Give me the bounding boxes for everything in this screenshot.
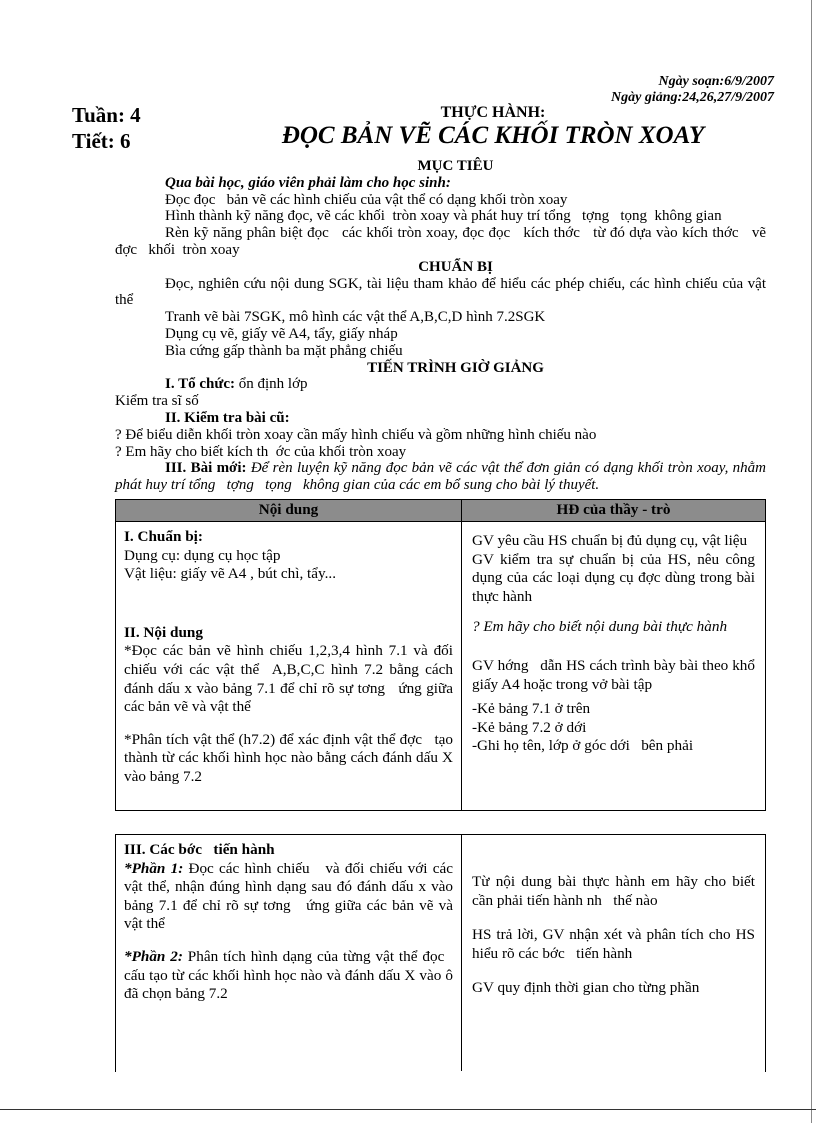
t2-left-part1	[124, 860, 453, 934]
oral-test-question: ? Em hãy cho biết kích th ớc của khối tròn xoay	[115, 443, 407, 460]
section-heading-tien-trinh: TIẾN TRÌNH GIỜ GIẢNG	[367, 359, 544, 376]
lesson-table-steps	[115, 834, 766, 1072]
spacer	[472, 606, 755, 618]
oral-test-question: ? Để biểu diễn khối tròn xoay cần mấy hình chiếu và gồm những hình chiếu nào	[115, 426, 597, 443]
spacer	[472, 963, 755, 979]
title-block	[115, 104, 796, 150]
t1-right-gv-request: GV yêu cầu HS chuẩn bị đủ dụng cụ, vật liệu	[472, 531, 748, 549]
date-block	[611, 74, 774, 106]
organize-line	[115, 376, 766, 393]
spacer	[124, 584, 453, 624]
spacer	[472, 637, 755, 657]
t1-right-note-bang71: -Kẻ bảng 7.1 ở trên	[472, 700, 591, 718]
organize-text: ổn định lớp	[234, 376, 308, 393]
table1-content-cell	[116, 522, 461, 810]
part2-label: *Phần 2:	[124, 947, 183, 965]
page-edge-line-bottom	[0, 1109, 816, 1110]
new-lesson-text: Để rèn luyện kỹ năng đọc bản vẽ các vật thể đơn giản có dạng khối tròn xoay, nhằm phát huy trí tổng tợng tọng không gian của các em bổ sung cho bài lý thuyết.	[115, 460, 766, 494]
table1-body-row	[116, 522, 765, 810]
t1-left-heading-chuan-bi: I. Chuẩn bị:	[124, 527, 203, 545]
week-label: Tuần: 4	[72, 103, 141, 127]
document-body	[0, 158, 816, 1072]
part1-text: Đọc các hình chiếu và đối chiếu với các vật thể, nhận đúng hình dạng sau đó đánh dấu x vào bảng 7.1 để chỉ rõ sự tơng ứng giữa các bản vẽ và vật thể	[124, 859, 453, 933]
spacer	[124, 717, 453, 731]
t1-right-note-name: -Ghi họ tên, lớp ở góc dới bên phải	[472, 737, 694, 755]
lesson-table-content	[115, 499, 766, 811]
t1-left-task-analyze: *Phân tích vật thể (h7.2) để xác định vật thể đợc tạo thành từ các khối hình học nào bằng cách đánh dấu X vào bảng 7.2	[124, 730, 453, 785]
table1-header-row	[116, 500, 765, 522]
t1-left-tools: Dụng cụ: dụng cụ học tập	[124, 546, 281, 564]
table2-activity-cell	[461, 835, 765, 1071]
oral-test-heading: II. Kiểm tra bài cũ:	[165, 409, 290, 426]
section-heading-muc-tieu: MỤC TIÊU	[417, 158, 494, 174]
preparation-item: Đọc, nghiên cứu nội dung SGK, tài liệu tham khảo để hiểu các phép chiếu, các hình chiếu của vật thể	[115, 275, 766, 309]
preparation-item: Dụng cụ vẽ, giấy vẽ A4, tẩy, giấy nháp	[165, 325, 398, 342]
part1-label: *Phần 1:	[124, 859, 184, 877]
table1-header-noi-dung: Nội dung	[258, 500, 319, 518]
table1-header-hd-thay-tro: HĐ của thầy - trò	[461, 500, 765, 521]
t2-right-hs-answer: HS trả lời, GV nhận xét và phân tích cho HS hiểu rõ các bớc tiến hành	[472, 926, 755, 962]
practice-label: THỰC HÀNH:	[440, 104, 546, 121]
table1-activity-cell	[461, 522, 765, 810]
preparation-item: Tranh vẽ bài 7SGK, mô hình các vật thể A,B,C,D hình 7.2SGK	[165, 309, 546, 326]
new-lesson-label: III. Bài mới:	[165, 460, 247, 477]
preparation-item: Bìa cứng gấp thành ba mặt phẳng chiếu	[165, 342, 403, 359]
spacer	[472, 910, 755, 926]
t2-left-part2	[124, 948, 453, 1004]
objective-item: Đọc đọc bản vẽ các hình chiếu của vật thể có dạng khối tròn xoay	[165, 191, 568, 208]
new-lesson-line	[115, 460, 766, 494]
t1-right-gv-guide: GV hớng dẫn HS cách trình bày bài theo khổ giấy A4 hoặc trong vở bài tập	[472, 656, 755, 693]
date-teaching: Ngày giảng:24,26,27/9/2007	[611, 90, 774, 105]
page-edge-line-right	[811, 0, 812, 1123]
lesson-title: ĐỌC BẢN VẼ CÁC KHỐI TRÒN XOAY	[281, 122, 705, 149]
table2-content-cell	[116, 835, 461, 1071]
t2-right-question: Từ nội dung bài thực hành em hãy cho biết cần phải tiến hành nh thế nào	[472, 872, 755, 909]
part2-text: Phân tích hình dạng của từng vật thể đọc cấu tạo từ các khối hình học nào và đánh dấu X vào ô đã chọn bảng 7.2	[124, 947, 453, 1003]
t2-right-gv-time: GV quy định thời gian cho từng phần	[472, 979, 700, 997]
t1-right-question: ? Em hãy cho biết nội dung bài thực hành	[472, 618, 728, 636]
attendance-line: Kiểm tra sĩ số	[115, 393, 199, 410]
objective-item: Rèn kỹ năng phân biệt đọc các khối tròn xoay, đọc đọc kích thớc từ đó dựa vào kích thớc vẽ đợc khối tròn xoay	[115, 225, 766, 258]
objective-item: Hình thành kỹ năng đọc, vẽ các khối tròn xoay và phát huy trí tổng tợng tọng không gian	[165, 208, 722, 225]
table2-body-row	[116, 835, 765, 1071]
t1-left-heading-noi-dung: II. Nội dung	[124, 623, 203, 641]
muc-tieu-intro: Qua bài học, giáo viên phải làm cho học sinh:	[165, 174, 451, 191]
t1-left-task-read: *Đọc các bản vẽ hình chiếu 1,2,3,4 hình 7.1 và đối chiếu với các vật thể A,B,C,C hình 7.2 bằng cách đánh dấu x vào bảng 7.1 để chỉ rõ sự tơng ứng giữa các bản vẽ và vật thể	[124, 642, 453, 716]
t1-right-gv-check: GV kiểm tra sự chuẩn bị của HS, nêu công dụng của các loại dụng cụ đợc dùng trong bài thực hành	[472, 550, 755, 605]
spacer	[124, 934, 453, 948]
section-heading-chuan-bi: CHUẨN BỊ	[418, 258, 493, 275]
t2-left-heading-steps: III. Các bớc tiến hành	[124, 840, 275, 858]
t1-right-note-bang72: -Kẻ bảng 7.2 ở dới	[472, 718, 587, 736]
period-label: Tiết: 6	[72, 129, 131, 153]
t1-left-materials: Vật liệu: giấy vẽ A4 , bút chì, tẩy...	[124, 565, 337, 583]
date-composed: Ngày soạn:6/9/2007	[658, 74, 774, 89]
organize-label: I. Tổ chức:	[165, 376, 235, 393]
